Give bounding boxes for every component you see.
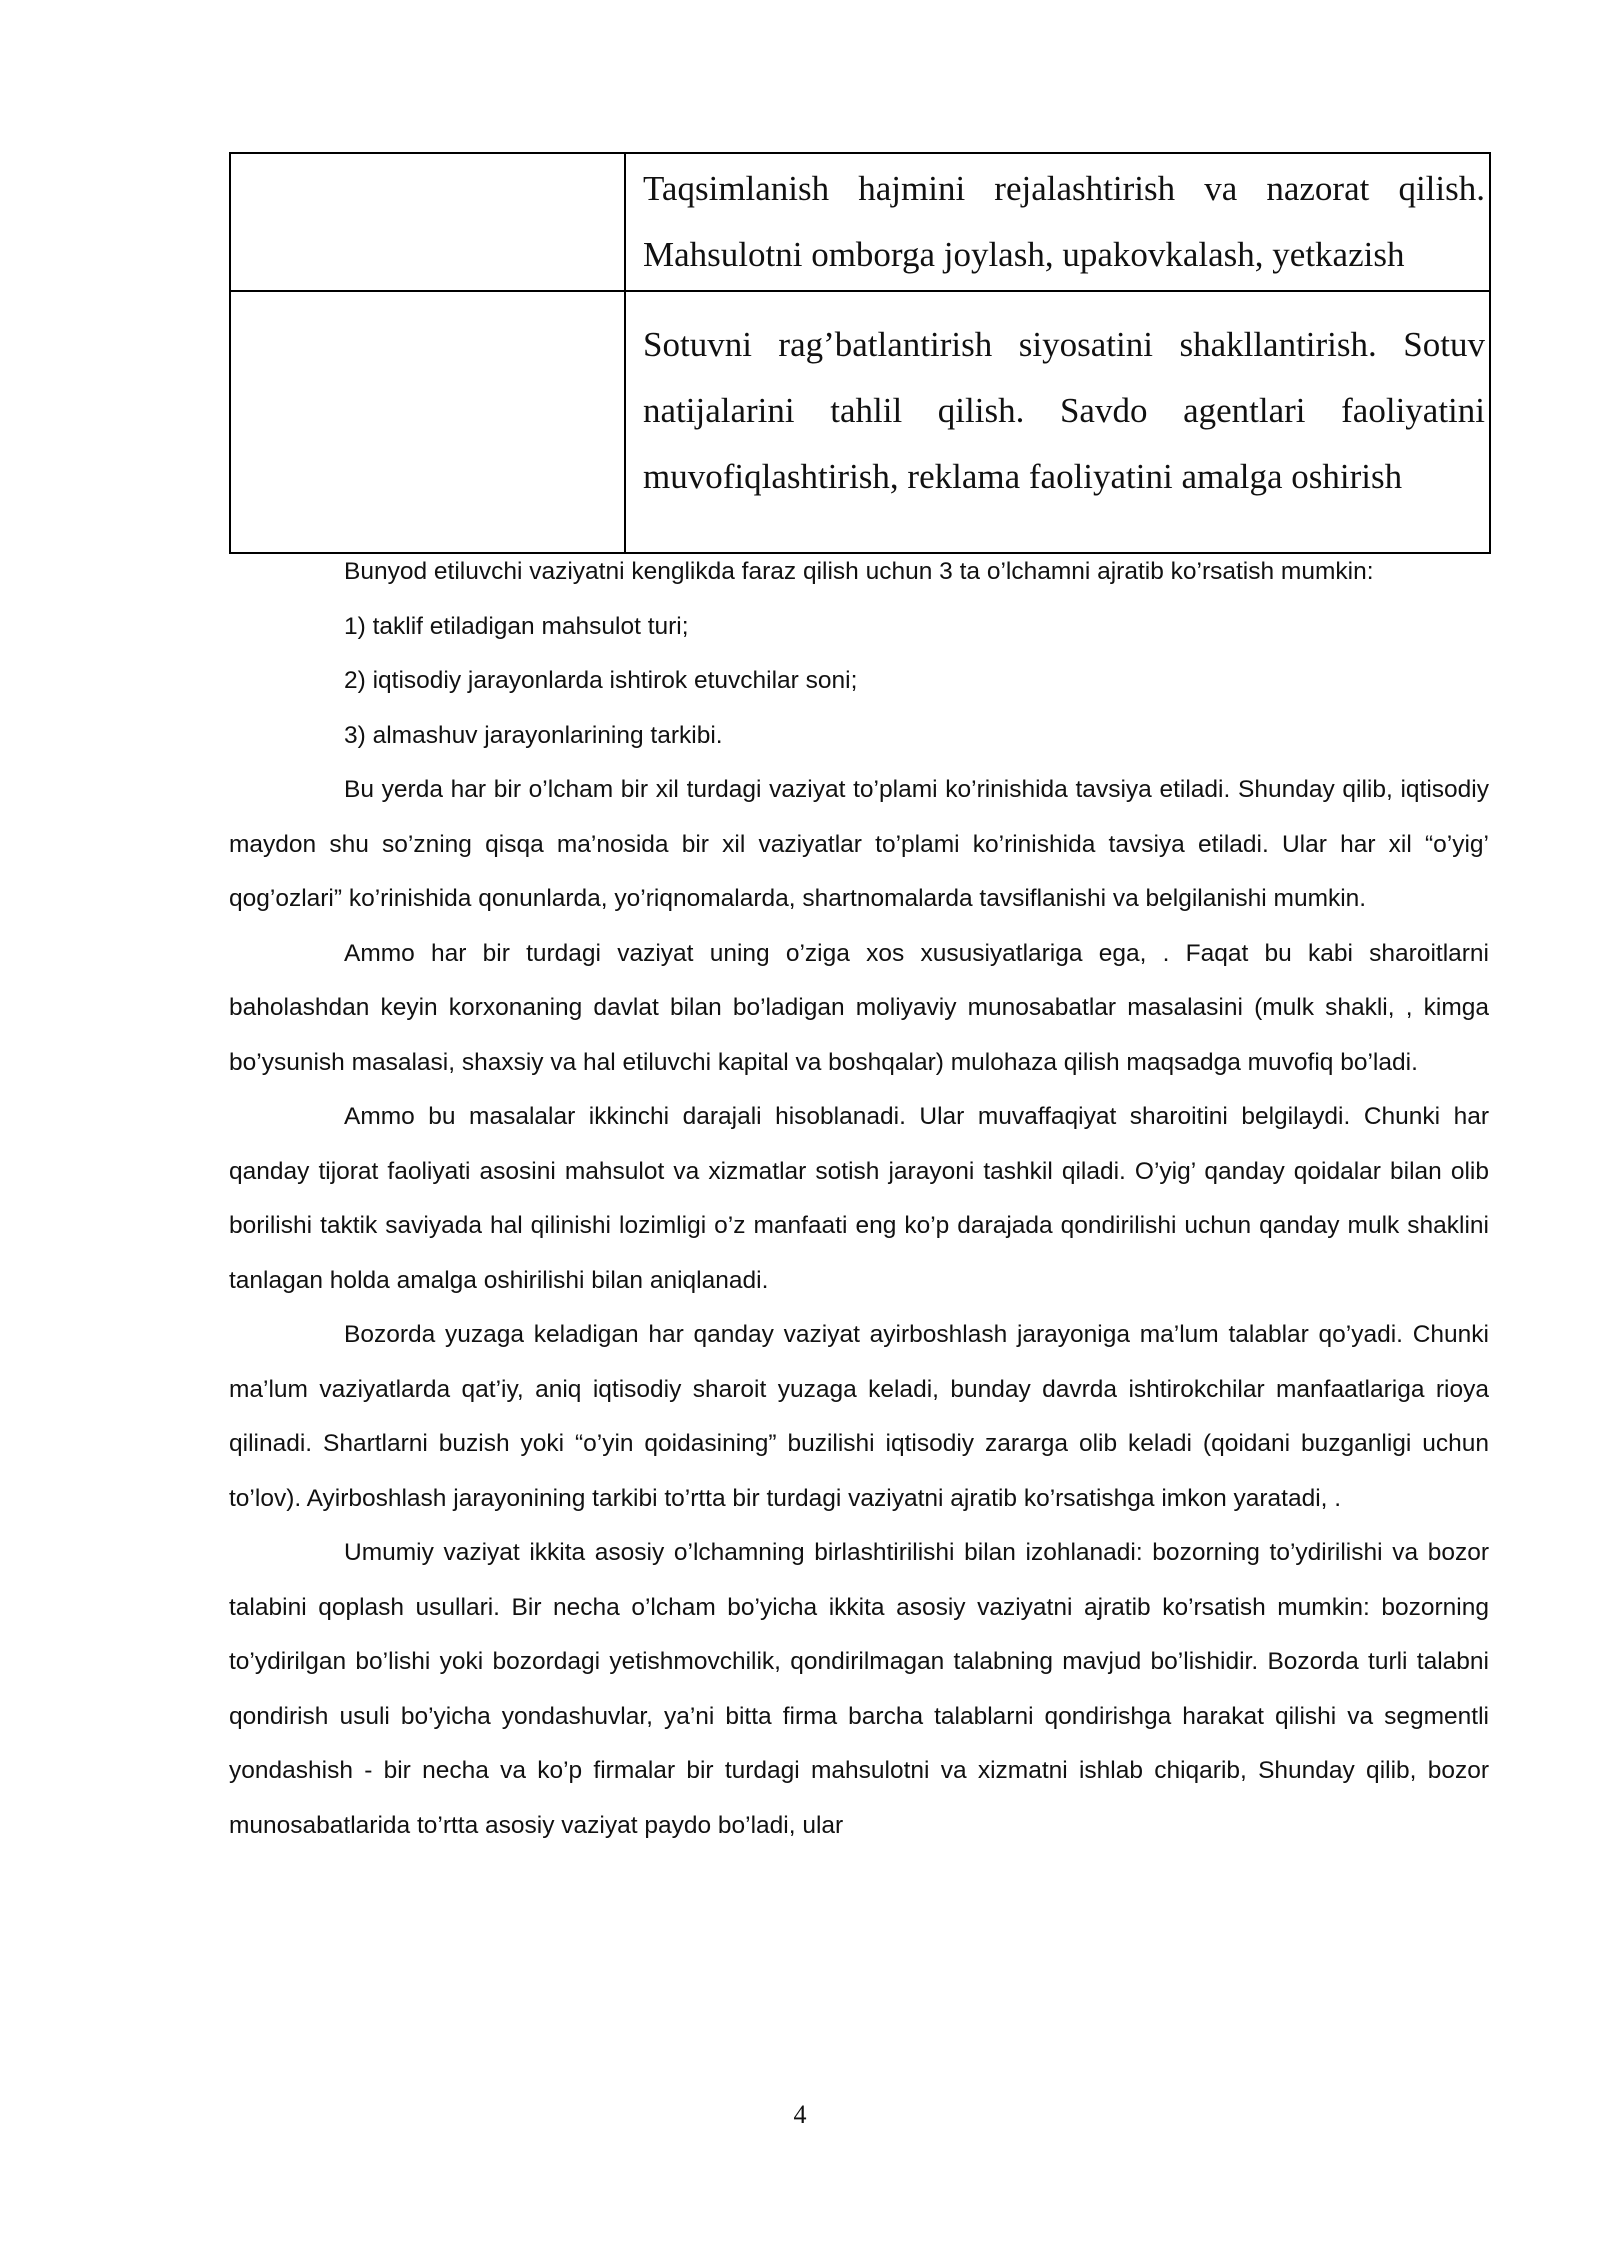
table-cell-text [231,154,624,156]
table-cell-left [230,153,625,291]
list-item: 1) taklif etiladigan mahsulot turi; [344,612,689,640]
list-item: 2) iqtisodiy jarayonlarda ishtirok etuvchilar soni; [344,667,858,694]
paragraph: Bu yerda har bir o’lcham bir xil turdagi vaziyat to’plami ko’rinishida tavsiya etiladi. Shunday qilib, iqtisodiy maydon shu so’zning qisqa ma’nosida bir xil vaziyatlar to’plami ko’rinishida tavsiya etiladi. Ular har xil “o’yig’ qog’ozlari” ko’rinishida qonunlarda, yo’riqnomalarda, shartnomalarda tavsiflanishi va belgilanishi mumkin. [229,776,1489,912]
table-row [230,291,1490,553]
paragraph: Umumiy vaziyat ikkita asosiy o’lchamning birlashtirilishi bilan izohlanadi: bozorning to’ydirilishi va bozor talabini qoplash usullari. Bir necha o’lcham bo’yicha ikkita asosiy vaziyatni ajratib ko’rsatish mumkin: bozorning to’ydirilgan bo’lishi yoki bozordagi yetishmovchilik, qondirilmagan talabning mavjud bo’lishidir. Bozorda turli talabni qondirish usuli bo’yicha yondashuvlar, ya’ni bitta firma barcha talablarni qondirishga harakat qilishi va segmentli yondashish - bir necha va ko’p firmalar bir turdagi mahsulotni va xizmatni ishlab chiqarib, Shunday qilib, bozor munosabatlarida to’rtta asosiy vaziyat paydo bo’ladi, ular [229,1539,1489,1839]
table-cell-text: Sotuvni rag’batlantirish siyosatini shakllantirish. Sotuv natijalarini tahlil qilish. Savdo agentlari faoliyatini muvofiqlashtirish, reklama faoliyatini amalga oshirish [643,325,1485,496]
table-cell-left [230,291,625,553]
table-cell-text: Taqsimlanish hajmini rejalashtirish va nazorat qilish. Mahsulotni omborga joylash, upakovkalash, yetkazish [643,169,1485,274]
table-cell-right [625,153,1490,291]
paragraph: Bozorda yuzaga keladigan har qanday vaziyat ayirboshlash jarayoniga ma’lum talablar qo’yadi. Chunki ma’lum vaziyatlarda qat’iy, aniq iqtisodiy sharoit yuzaga keladi, bunday davrda ishtirokchilar manfaatlariga rioya qilinadi. Shartlarni buzish yoki “o’yin qoidasining” buzilishi iqtisodiy zararga olib keladi (qoidani buzganligi uchun to’lov). Ayirboshlash jarayonining tarkibi to’rtta bir turdagi vaziyatni ajratib ko’rsatishga imkon yaratadi, . [229,1321,1489,1512]
paragraph: Bunyod etiluvchi vaziyatni kenglikda faraz qilish uchun 3 ta o’lchamni ajratib ko’rsatish mumkin: [344,558,1374,585]
page-number: 4 [793,2100,807,2129]
table-cell-right [625,291,1490,553]
paragraph: Ammo bu masalalar ikkinchi darajali hisoblanadi. Ular muvaffaqiyat sharoitini belgilaydi. Chunki har qanday tijorat faoliyati asosini mahsulot va xizmatlar sotish jarayoni tashkil qiladi. O’yig’ qanday qoidalar bilan olib borilishi taktik saviyada hal qilinishi lozimligi o’z manfaati eng ko’p darajada qondirilishi uchun qanday mulk shaklini tanlagan holda amalga oshirilishi bilan aniqlanadi. [229,1103,1489,1294]
functions-table [229,152,1491,554]
list-item: 3) almashuv jarayonlarining tarkibi. [344,721,723,749]
table-row [230,153,1490,291]
body-text [229,545,1489,1853]
paragraph: Ammo har bir turdagi vaziyat uning o’ziga xos xususiyatlariga ega, . Faqat bu kabi sharoitlarni baholashdan keyin korxonaning davlat bilan bo’ladigan moliyaviy munosabatlar masalasini (mulk shakli, , kimga bo’ysunish masalasi, shaxsiy va hal etiluvchi kapital va boshqalar) mulohaza qilish maqsadga muvofiq bo’ladi. [229,939,1489,1076]
table-cell-text [231,292,624,312]
